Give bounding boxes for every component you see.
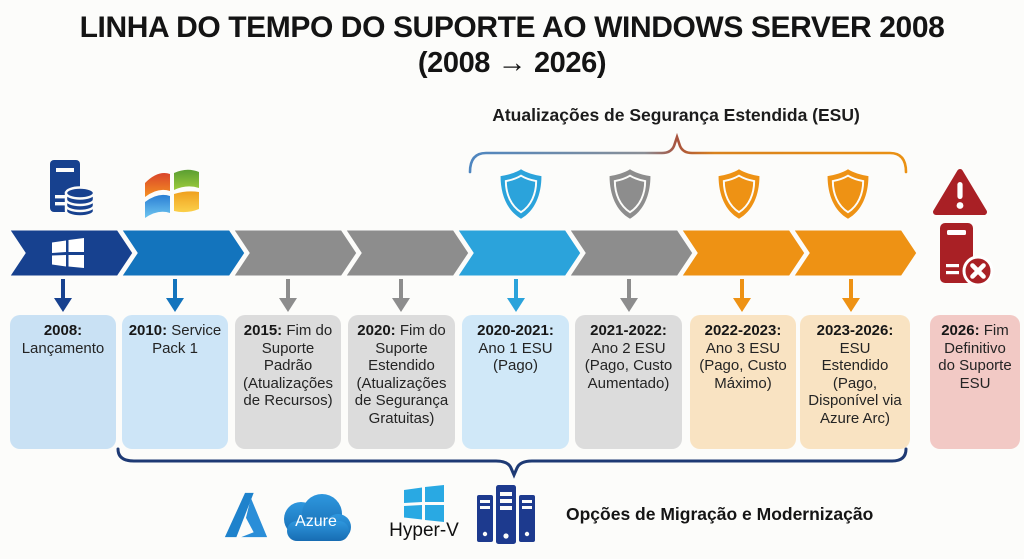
hyperv-logo-icon [404, 485, 444, 522]
migration-options-label: Opções de Migração e Modernização [566, 504, 874, 524]
shield-icon-esu-year3 [716, 168, 762, 220]
phase-box-esu-year1 [462, 315, 569, 449]
phase-desc: Ano 1 ESU (Pago) [478, 339, 553, 375]
server-database-icon [40, 160, 96, 218]
phase-box-2010 [122, 315, 228, 449]
timeline-arrow-2020 [392, 279, 410, 312]
title-line2: (2008 → 2026) [417, 47, 607, 79]
shield-icon-esu-extended [825, 168, 871, 220]
chevron-2020 [344, 229, 470, 277]
phase-year: 2020: [357, 322, 396, 339]
phase-year: 2026: [941, 322, 980, 339]
phase-year: 2022-2023: [704, 322, 782, 339]
phase-year: 2023-2026: [816, 322, 894, 339]
esu-section-label: Atualizações de Segurança Estendida (ESU) [492, 105, 860, 125]
phase-desc: Ano 2 ESU (Pago, Custo Aumentado) [584, 339, 673, 392]
phase-desc: Service Pack 1 [152, 322, 222, 357]
chevron-esu-extended [792, 229, 918, 277]
phase-box-2015 [235, 315, 341, 449]
phase-desc: Fim do Suporte Estendido (Atualizações de Segurança Gratuitas) [354, 322, 449, 427]
phase-box-2026 [930, 315, 1020, 449]
chevron-2010 [120, 229, 246, 277]
timeline-arrow-esu-year1 [507, 279, 525, 312]
phase-desc: Fim Definitivo do Suporte ESU [938, 322, 1012, 392]
shield-icon-esu-year1 [498, 168, 544, 220]
phase-desc: Fim do Suporte Padrão (Atualizações de Recursos) [242, 322, 334, 410]
phase-year: 2015: [243, 322, 283, 339]
timeline-arrow-esu-extended [842, 279, 860, 312]
phase-box-2008 [10, 315, 116, 449]
azure-label: Azure [295, 513, 337, 530]
phase-year: 2020-2021: [477, 322, 554, 339]
phase-desc: ESU Estendido (Pago, Disponível via Azure Arc) [808, 339, 902, 427]
shield-icon-esu-year2 [607, 168, 653, 220]
hyperv-label: Hyper-V [389, 520, 459, 541]
phase-box-2020 [348, 315, 455, 449]
chevron-esu-year2 [568, 229, 694, 277]
phase-year: 2008: [43, 322, 83, 339]
chevron-esu-year1 [456, 229, 582, 277]
phase-box-esu-year2 [575, 315, 682, 449]
phase-desc: Ano 3 ESU (Pago, Custo Máximo) [699, 339, 787, 392]
phase-desc: Lançamento [21, 339, 105, 357]
timeline-arrow-2010 [166, 279, 184, 312]
windows-vista-logo-icon [142, 166, 202, 220]
phase-box-esu-year3 [690, 315, 796, 449]
timeline-arrow-esu-year3 [733, 279, 751, 312]
chevron-esu-year3 [680, 229, 806, 277]
timeline-chevron-band [0, 227, 1024, 279]
chevron-2015 [232, 229, 358, 277]
chevron-2008 [8, 229, 134, 277]
phase-box-esu-extended [800, 315, 910, 449]
phase-year: 2010: [128, 322, 168, 339]
warning-triangle-icon [932, 167, 988, 217]
page-title [0, 10, 1024, 81]
timeline-arrow-2015 [279, 279, 297, 312]
title-line1: LINHA DO TEMPO DO SUPORTE AO WINDOWS SERVER 2008 [79, 11, 945, 44]
server-rack-icon [477, 485, 535, 546]
timeline-arrow-esu-year2 [620, 279, 638, 312]
phase-year: 2021-2022: [590, 322, 667, 339]
azure-logo-icon [222, 489, 270, 541]
timeline-arrow-2008 [54, 279, 72, 312]
migration-brace [100, 441, 920, 483]
